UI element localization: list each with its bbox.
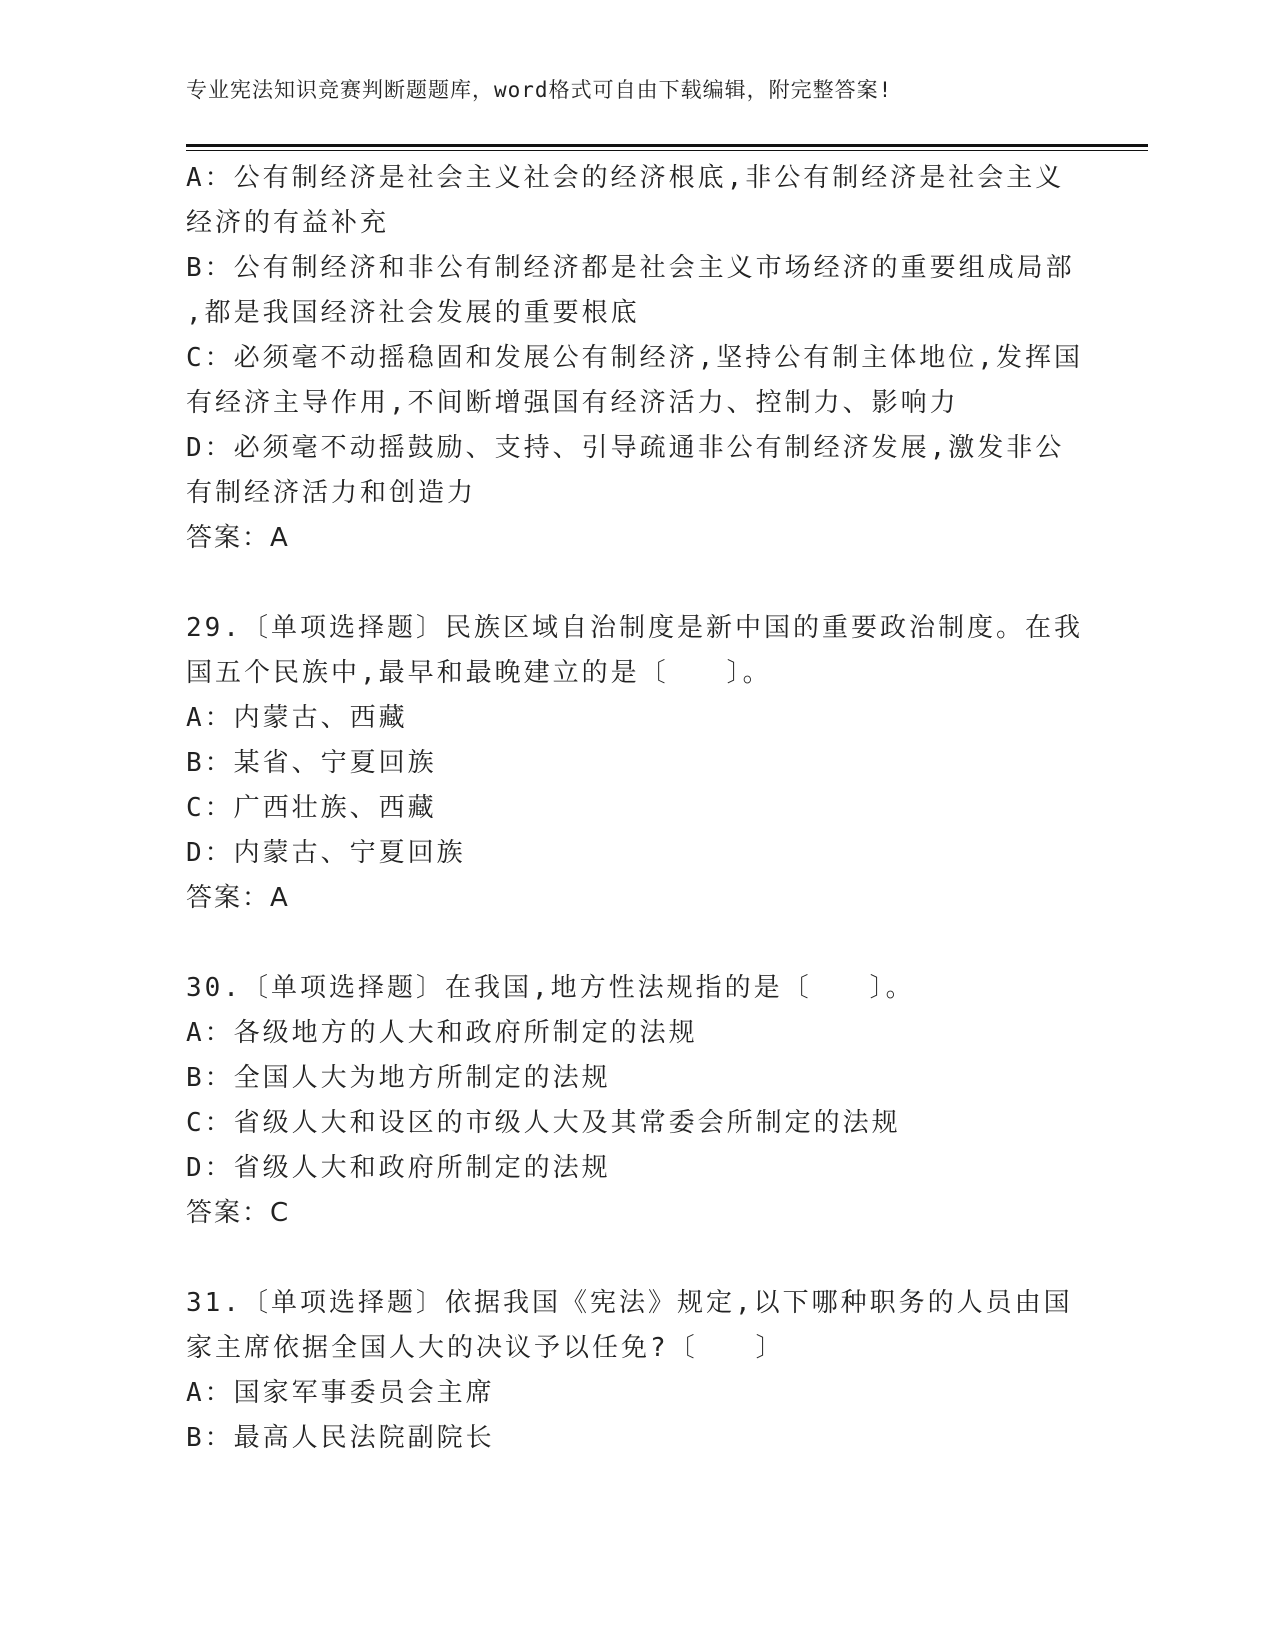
option-a: A：国家军事委员会主席 [186, 1378, 495, 1408]
option-line: 有经济主导作用,不间断增强国有经济活力、控制力、影响力 [186, 388, 959, 418]
option-line: 有制经济活力和创造力 [186, 478, 477, 508]
option-line: B：公有制经济和非公有制经济都是社会主义市场经济的重要组成局部 [186, 253, 1075, 283]
question-31 [186, 1281, 1086, 1461]
spacer [186, 561, 1086, 606]
option-line: ,都是我国经济社会发展的重要根底 [186, 298, 640, 328]
option-c: C：广西壮族、西藏 [186, 793, 437, 823]
answer-line: 答案：A [186, 523, 290, 553]
question-stem: 30.〔单项选择题〕在我国,地方性法规指的是〔 〕。 [186, 973, 915, 1003]
option-line: 经济的有益补充 [186, 208, 390, 238]
option-d: D：内蒙古、宁夏回族 [186, 838, 466, 868]
question-29 [186, 606, 1086, 921]
document-body [186, 156, 1086, 1461]
option-line: C：必须毫不动摇稳固和发展公有制经济,坚持公有制主体地位,发挥国 [186, 343, 1083, 373]
option-a: A：内蒙古、西藏 [186, 703, 408, 733]
question-30 [186, 966, 1086, 1236]
header-rule-thick [186, 144, 1148, 147]
spacer [186, 921, 1086, 966]
question-stem: 29.〔单项选择题〕民族区域自治制度是新中国的重要政治制度。在我 [186, 613, 1083, 643]
option-line: D：必须毫不动摇鼓励、支持、引导疏通非公有制经济发展,激发非公 [186, 433, 1065, 463]
option-b: B：全国人大为地方所制定的法规 [186, 1063, 611, 1093]
question-stem: 31.〔单项选择题〕依据我国《宪法》规定,以下哪种职务的人员由国 [186, 1288, 1073, 1318]
option-line: A：公有制经济是社会主义社会的经济根底,非公有制经济是社会主义 [186, 163, 1065, 193]
header-rule-thin [186, 150, 1148, 151]
option-b: B：某省、宁夏回族 [186, 748, 437, 778]
spacer [186, 1236, 1086, 1281]
answer-line: 答案：C [186, 1198, 291, 1228]
answer-line: 答案：A [186, 883, 290, 913]
prev-question-block [186, 156, 1086, 561]
question-stem: 国五个民族中,最早和最晚建立的是〔 〕。 [186, 658, 772, 688]
page-header: 专业宪法知识竞赛判断题题库，word格式可自由下载编辑，附完整答案! [186, 78, 893, 102]
option-a: A：各级地方的人大和政府所制定的法规 [186, 1018, 698, 1048]
option-b: B：最高人民法院副院长 [186, 1423, 495, 1453]
option-d: D：省级人大和政府所制定的法规 [186, 1153, 611, 1183]
question-stem: 家主席依据全国人大的决议予以任免?〔 〕 [186, 1333, 785, 1363]
option-c: C：省级人大和设区的市级人大及其常委会所制定的法规 [186, 1108, 901, 1138]
